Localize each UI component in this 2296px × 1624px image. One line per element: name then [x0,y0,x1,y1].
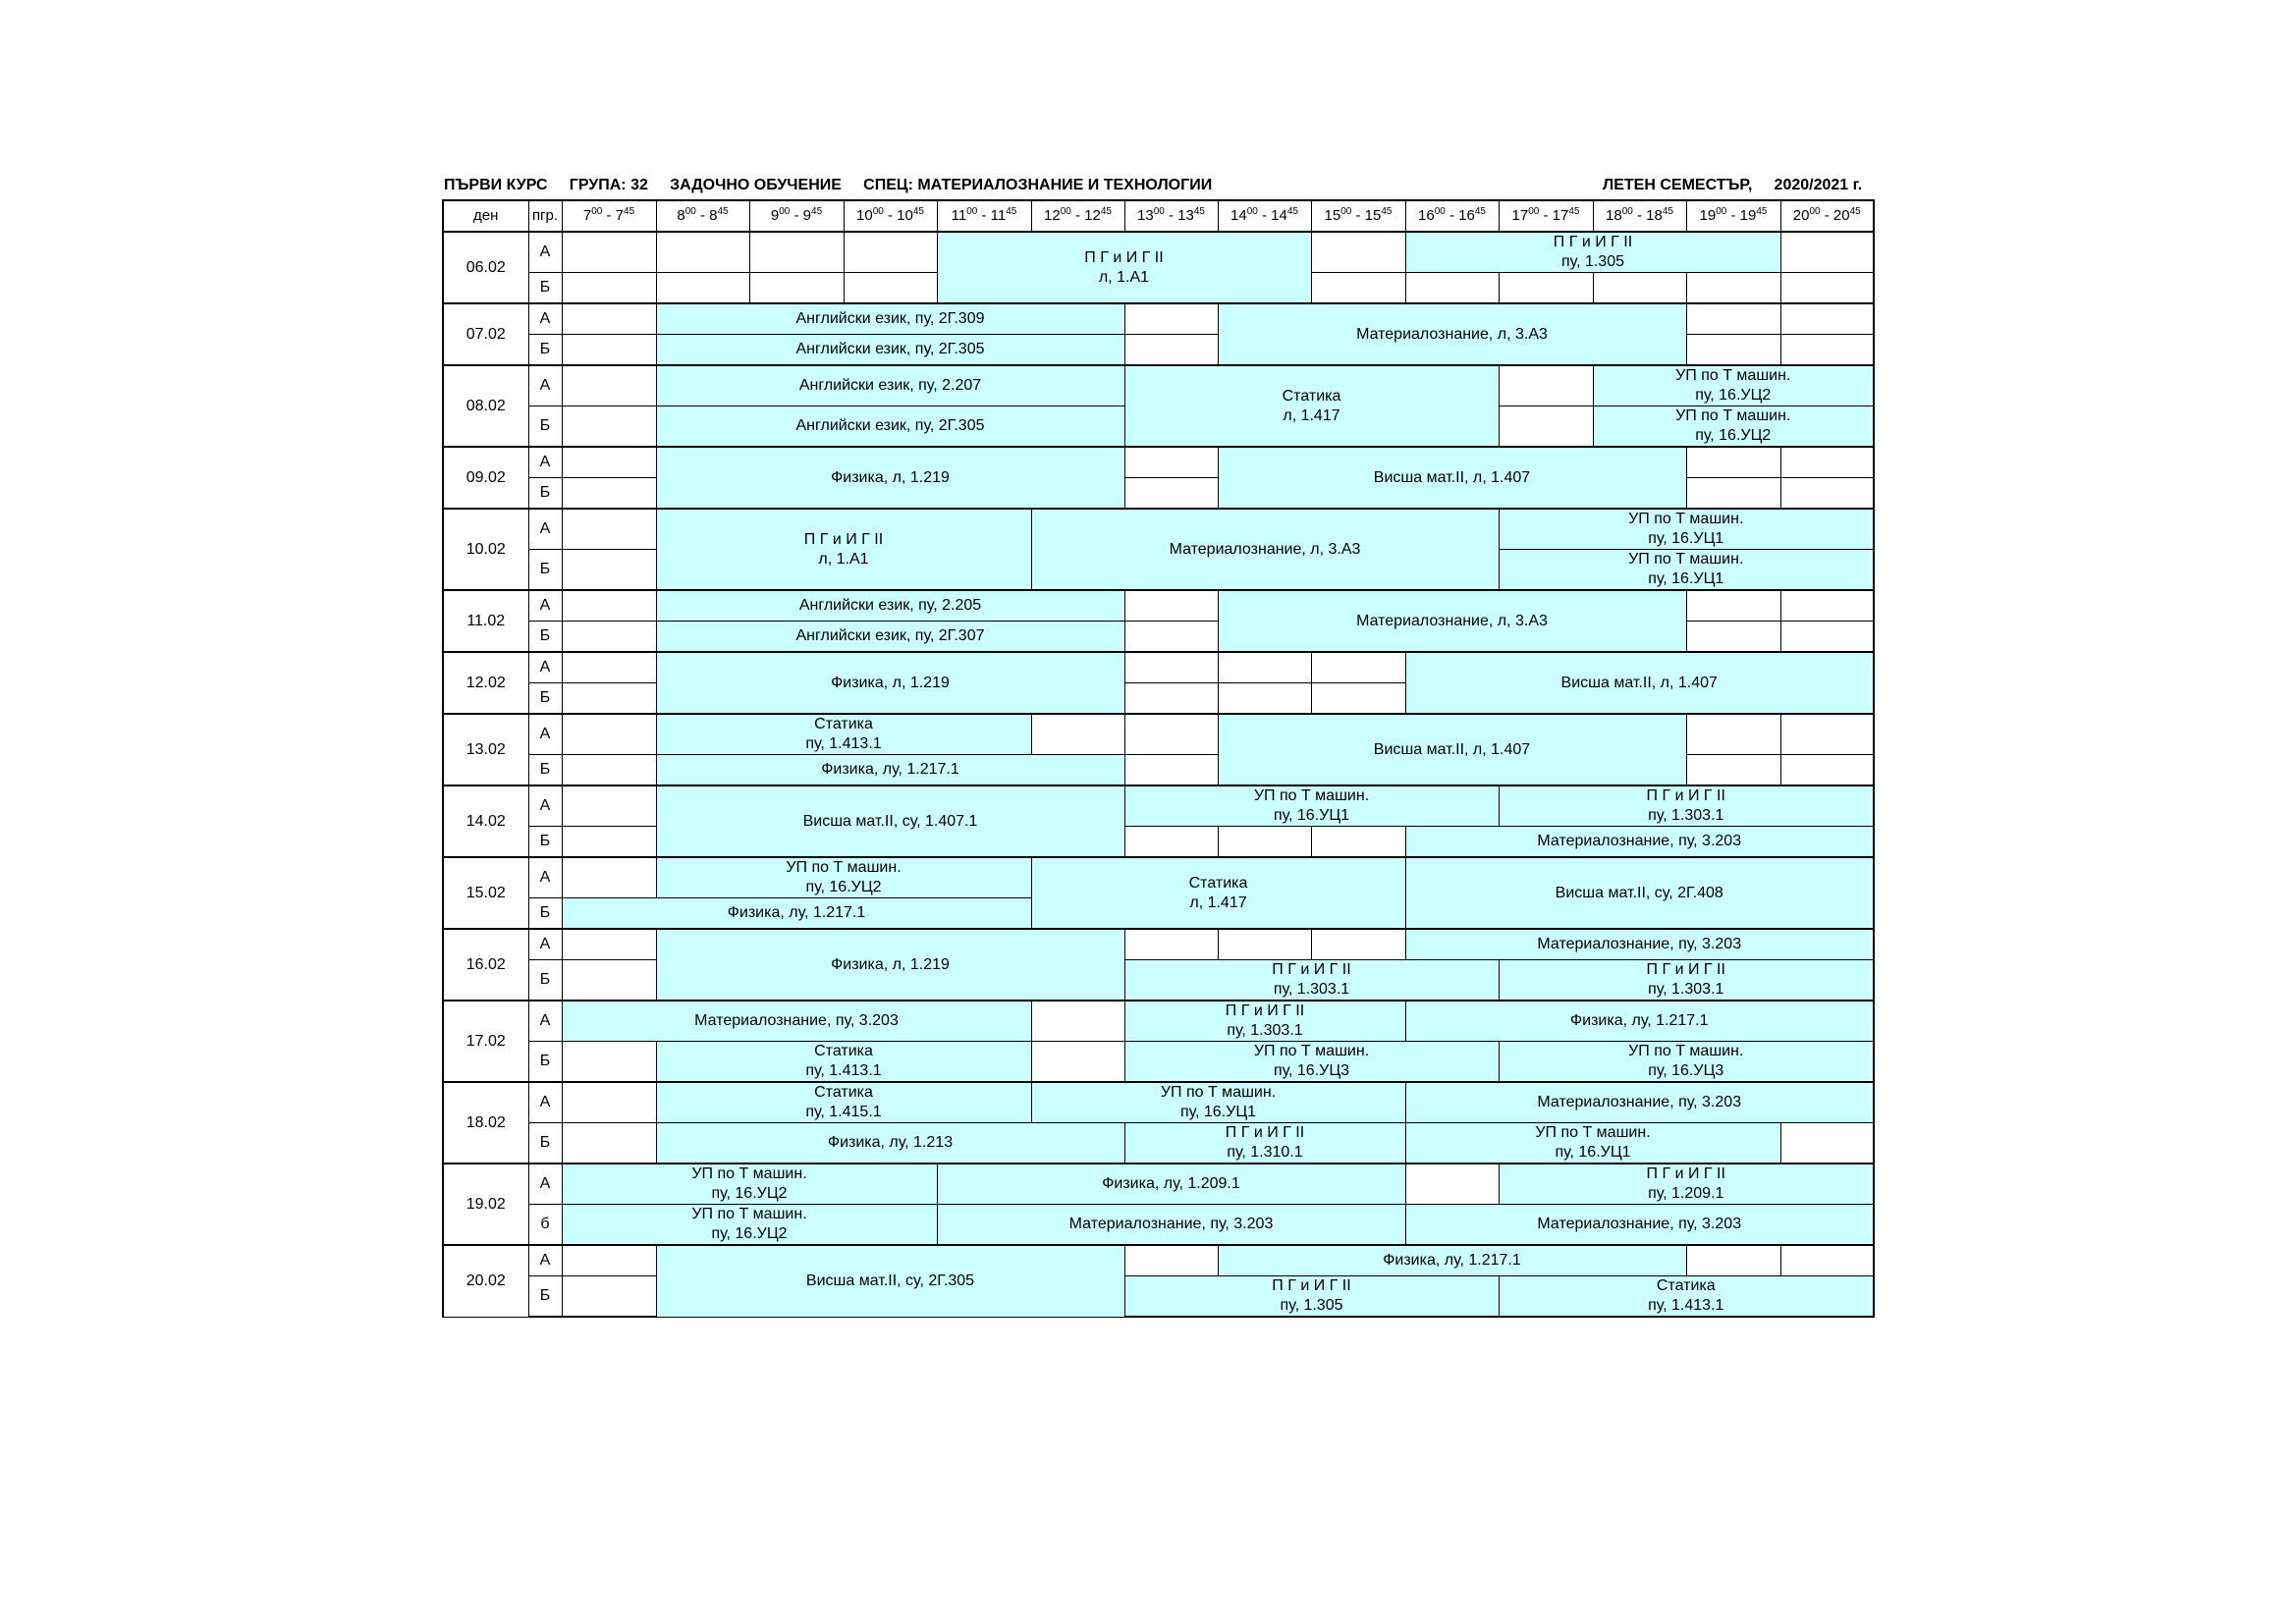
class-cell: Физика, лу, 1.213 [656,1123,1124,1164]
empty-slot-cell [562,1042,656,1083]
subgroup-cell: А [528,303,562,335]
class-cell: Статика пу, 1.415.1 [656,1082,1031,1123]
empty-slot-cell [1499,406,1593,448]
time-slot-header [1405,200,1499,232]
empty-slot-cell [1218,652,1311,683]
slot-end-minute: 45 [912,206,924,217]
subgroup-cell: А [528,714,562,755]
subgroup-cell: А [528,590,562,622]
empty-slot-cell [1124,447,1218,478]
slot-start-minute: 00 [684,206,696,217]
empty-slot-cell [1780,335,1874,366]
time-slot-header [1499,200,1593,232]
empty-slot-cell [562,509,656,550]
empty-slot-cell [562,335,656,366]
empty-slot-cell [562,550,656,591]
slot-end-minute: 45 [1100,206,1112,217]
day-cell: 11.02 [443,590,528,652]
slot-separator: - [977,207,991,224]
day-cell: 10.02 [443,509,528,590]
slot-end-hour: 11 [990,207,1007,224]
class-cell: П Г и И Г II л, 1.А1 [937,232,1311,303]
subgroup-cell: А [528,929,562,960]
class-cell: Статика л, 1.417 [1031,857,1405,929]
empty-slot-cell [562,1123,656,1164]
slot-separator: - [1351,207,1365,224]
class-cell: П Г и И Г II пу, 1.303.1 [1124,960,1499,1001]
slot-end-hour: 15 [1364,207,1382,224]
class-cell: УП по Т машин. пу, 16.УЦ3 [1124,1042,1499,1083]
class-cell: Статика пу, 1.413.1 [1499,1276,1874,1318]
slot-start-minute: 00 [1716,206,1727,217]
slot-end-minute: 45 [1006,206,1017,217]
day-cell: 14.02 [443,785,528,857]
slot-start-hour: 17 [1511,207,1529,224]
slot-end-minute: 45 [1193,206,1205,217]
schedule-row [443,590,1874,622]
empty-slot-cell [562,406,656,448]
slot-end-minute: 45 [1662,206,1673,217]
empty-slot-cell [656,273,749,304]
class-cell: Материалознание, пу, 3.203 [1405,1205,1874,1246]
class-cell: П Г и И Г II пу, 1.305 [1124,1276,1499,1318]
subgroup-cell: Б [528,335,562,366]
subgroup-cell: Б [528,550,562,591]
day-cell: 16.02 [443,929,528,1001]
empty-slot-cell [1686,273,1780,304]
slot-end-hour: 17 [1552,207,1569,224]
empty-slot-cell [1031,714,1124,755]
empty-slot-cell [1124,827,1218,858]
subgroup-cell: А [528,232,562,273]
class-cell: П Г и И Г II пу, 1.305 [1405,232,1780,273]
class-cell: Английски език, пу, 2.205 [656,590,1124,622]
slot-end-hour: 13 [1177,207,1194,224]
slot-end-minute: 45 [624,206,635,217]
empty-slot-cell [1031,1042,1124,1083]
class-cell: УП по Т машин. пу, 16.УЦ2 [562,1164,937,1205]
empty-slot-cell [1311,683,1405,715]
class-cell: П Г и И Г II пу, 1.209.1 [1499,1164,1874,1205]
time-slot-header [1218,200,1311,232]
empty-slot-cell [1124,929,1218,960]
slot-separator: - [1070,207,1085,224]
slot-separator: - [1164,207,1178,224]
empty-slot-cell [1780,622,1874,653]
class-cell: Английски език, пу, 2Г.305 [656,335,1124,366]
empty-slot-cell [1686,335,1780,366]
time-slot-header [749,200,844,232]
day-column-header: ден [443,200,528,232]
time-slot-header [1780,200,1874,232]
class-cell: УП по Т машин. пу, 16.УЦ2 [562,1205,937,1246]
subgroup-cell: А [528,1082,562,1123]
empty-slot-cell [562,232,656,273]
subgroup-cell: А [528,447,562,478]
subgroup-cell: А [528,365,562,406]
subgroup-cell: б [528,1205,562,1246]
slot-start-hour: 15 [1324,207,1341,224]
class-cell: УП по Т машин. пу, 16.УЦ3 [1499,1042,1874,1083]
slot-end-hour: 16 [1458,207,1475,224]
class-cell: Статика л, 1.417 [1124,365,1499,447]
empty-slot-cell [1311,827,1405,858]
empty-slot-cell [1686,447,1780,478]
time-slot-header [562,200,656,232]
empty-slot-cell [1311,232,1405,273]
empty-slot-cell [1124,622,1218,653]
slot-end-minute: 45 [1568,206,1580,217]
slot-start-hour: 7 [582,207,592,224]
slot-end-minute: 45 [717,206,729,217]
empty-slot-cell [1686,755,1780,786]
slot-start-hour: 12 [1044,207,1061,224]
slot-end-hour: 20 [1832,207,1850,224]
slot-start-hour: 9 [770,207,780,224]
empty-slot-cell [1218,683,1311,715]
time-slot-header [844,200,937,232]
empty-slot-cell [562,1245,656,1276]
empty-slot-cell [562,365,656,406]
empty-slot-cell [1686,303,1780,335]
class-cell: Физика, лу, 1.217.1 [562,898,1031,930]
schedule-row [443,365,1874,406]
empty-slot-cell [1311,929,1405,960]
slot-start-hour: 11 [951,207,967,224]
class-cell: Английски език, пу, 2.207 [656,365,1124,406]
empty-slot-cell [1218,929,1311,960]
class-cell: Материалознание, л, 3.А3 [1218,303,1686,365]
day-cell: 15.02 [443,857,528,929]
class-cell: Физика, лу, 1.217.1 [1218,1245,1686,1276]
slot-start-hour: 13 [1137,207,1154,224]
slot-separator: - [695,207,710,224]
empty-slot-cell [562,1082,656,1123]
slot-separator: - [1632,207,1647,224]
schedule-row [443,303,1874,335]
subgroup-cell: А [528,857,562,898]
schedule-row [443,232,1874,273]
slot-end-minute: 45 [1381,206,1393,217]
class-cell: Материалознание, пу, 3.203 [937,1205,1405,1246]
empty-slot-cell [1686,622,1780,653]
slot-start-minute: 00 [1621,206,1633,217]
empty-slot-cell [1686,590,1780,622]
class-cell: Физика, лу, 1.209.1 [937,1164,1405,1205]
class-cell: Материалознание, пу, 3.203 [562,1001,1031,1042]
slot-end-hour: 14 [1271,207,1287,224]
empty-slot-cell [1124,1245,1218,1276]
slot-start-hour: 10 [856,207,873,224]
day-cell: 09.02 [443,447,528,509]
time-slot-header [1311,200,1405,232]
subgroup-cell: Б [528,1123,562,1164]
class-cell: П Г и И Г II пу, 1.303.1 [1499,960,1874,1001]
day-cell: 17.02 [443,1001,528,1082]
empty-slot-cell [1124,303,1218,335]
class-cell: Висша мат.II, л, 1.407 [1405,652,1874,714]
empty-slot-cell [1686,714,1780,755]
class-cell: УП по Т машин. пу, 16.УЦ2 [656,857,1031,898]
class-cell: Висша мат.II, су, 2Г.408 [1405,857,1874,929]
slot-start-minute: 00 [1809,206,1821,217]
subgroup-cell: Б [528,622,562,653]
schedule-header-right: ЛЕТЕН СЕМЕСТЪР, 2020/2021 г. [1603,177,1863,193]
slot-end-hour: 12 [1084,207,1101,224]
subgroup-cell: А [528,1001,562,1042]
schedule-row [443,509,1874,550]
empty-slot-cell [562,857,656,898]
empty-slot-cell [1124,590,1218,622]
subgroup-cell: Б [528,827,562,858]
slot-end-hour: 10 [897,207,913,224]
empty-slot-cell [1686,478,1780,510]
class-cell: Висша мат.II, л, 1.407 [1218,447,1686,509]
subgroup-cell: Б [528,478,562,510]
slot-start-hour: 16 [1418,207,1435,224]
schedule-row [443,1042,1874,1083]
schedule-row [443,857,1874,898]
class-cell: Английски език, пу, 2Г.307 [656,622,1124,653]
slot-end-hour: 7 [615,207,625,224]
class-cell: Висша мат.II, су, 1.407.1 [656,785,1124,857]
time-slot-header [1593,200,1686,232]
day-cell: 13.02 [443,714,528,785]
empty-slot-cell [1405,273,1499,304]
class-cell: Материалознание, пу, 3.203 [1405,827,1874,858]
class-cell: П Г и И Г II пу, 1.303.1 [1499,785,1874,827]
empty-slot-cell [844,273,937,304]
slot-start-hour: 18 [1606,207,1622,224]
empty-slot-cell [562,652,656,683]
slot-separator: - [1539,207,1553,224]
empty-slot-cell [1780,232,1874,273]
slot-end-minute: 45 [1849,206,1861,217]
empty-slot-cell [562,785,656,827]
day-cell: 07.02 [443,303,528,365]
empty-slot-cell [562,303,656,335]
slot-separator: - [790,207,803,224]
slot-start-minute: 00 [779,206,791,217]
class-cell: Физика, лу, 1.217.1 [1405,1001,1874,1042]
empty-slot-cell [1780,303,1874,335]
empty-slot-cell [562,827,656,858]
class-cell: Висша мат.II, су, 2Г.305 [656,1245,1124,1317]
slot-start-minute: 00 [1153,206,1165,217]
empty-slot-cell [1311,273,1405,304]
slot-separator: - [883,207,898,224]
empty-slot-cell [1780,755,1874,786]
empty-slot-cell [562,683,656,715]
class-cell: Статика пу, 1.413.1 [656,714,1031,755]
subgroup-cell: А [528,785,562,827]
slot-end-hour: 9 [802,207,812,224]
day-cell: 06.02 [443,232,528,303]
slot-start-hour: 20 [1792,207,1810,224]
class-cell: Физика, лу, 1.217.1 [656,755,1124,786]
schedule-row [443,1164,1874,1205]
subgroup-cell: Б [528,406,562,448]
time-slot-header [1124,200,1218,232]
slot-end-hour: 18 [1646,207,1663,224]
class-cell: П Г и И Г II пу, 1.310.1 [1124,1123,1405,1164]
class-cell: УП по Т машин. пу, 16.УЦ1 [1124,785,1499,827]
empty-slot-cell [1780,447,1874,478]
empty-slot-cell [562,447,656,478]
empty-slot-cell [1124,652,1218,683]
empty-slot-cell [1311,652,1405,683]
subgroup-cell: Б [528,273,562,304]
class-cell: Физика, л, 1.219 [656,929,1124,1001]
day-cell: 18.02 [443,1082,528,1164]
slot-separator: - [1820,207,1833,224]
subgroup-cell: Б [528,1276,562,1318]
time-slot-header [937,200,1031,232]
class-cell: П Г и И Г II л, 1.А1 [656,509,1031,590]
empty-slot-cell [562,960,656,1001]
subgroup-cell: А [528,1245,562,1276]
slot-start-minute: 00 [872,206,884,217]
schedule-row [443,714,1874,755]
empty-slot-cell [1780,478,1874,510]
empty-slot-cell [656,232,749,273]
day-cell: 12.02 [443,652,528,714]
subgroup-column-header: пгр. [528,200,562,232]
time-slot-header [1686,200,1780,232]
class-cell: Материалознание, пу, 3.203 [1405,1082,1874,1123]
slot-end-hour: 19 [1739,207,1757,224]
empty-slot-cell [562,929,656,960]
empty-slot-cell [1593,273,1686,304]
class-cell: УП по Т машин. пу, 16.УЦ1 [1499,550,1874,591]
slot-end-hour: 8 [709,207,718,224]
empty-slot-cell [1499,273,1593,304]
slot-start-minute: 00 [1528,206,1540,217]
empty-slot-cell [1780,273,1874,304]
empty-slot-cell [1780,714,1874,755]
subgroup-cell: А [528,652,562,683]
empty-slot-cell [1780,590,1874,622]
slot-end-minute: 45 [811,206,823,217]
empty-slot-cell [1686,1245,1780,1276]
empty-slot-cell [1780,1123,1874,1164]
empty-slot-cell [1124,714,1218,755]
empty-slot-cell [562,478,656,510]
empty-slot-cell [562,714,656,755]
slot-start-minute: 00 [1060,206,1071,217]
empty-slot-cell [1124,478,1218,510]
schedule-header-left: ПЪРВИ КУРС ГРУПА: 32 ЗАДОЧНО ОБУЧЕНИЕ СПЕЦ: МАТЕРИАЛОЗНАНИЕ И ТЕХНОЛОГИИ [444,177,1213,193]
slot-start-hour: 19 [1699,207,1717,224]
schedule-table [442,199,1875,1318]
schedule-row [443,785,1874,827]
class-cell: УП по Т машин. пу, 16.УЦ1 [1499,509,1874,550]
empty-slot-cell [844,232,937,273]
class-cell: Физика, л, 1.219 [656,447,1124,509]
empty-slot-cell [1031,1001,1124,1042]
schedule-row [443,652,1874,683]
class-cell: Материалознание, л, 3.А3 [1031,509,1499,590]
day-cell: 19.02 [443,1164,528,1245]
slot-start-minute: 00 [1246,206,1258,217]
class-cell: Материалознание, пу, 3.203 [1405,929,1874,960]
empty-slot-cell [1780,1245,1874,1276]
slot-end-minute: 45 [1474,206,1486,217]
empty-slot-cell [1405,1164,1499,1205]
slot-start-hour: 14 [1230,207,1247,224]
empty-slot-cell [562,622,656,653]
day-cell: 08.02 [443,365,528,447]
schedule-row [443,1082,1874,1123]
slot-start-minute: 00 [966,206,978,217]
slot-end-minute: 45 [1756,206,1768,217]
class-cell: УП по Т машин. пу, 16.УЦ2 [1593,365,1874,406]
empty-slot-cell [562,1276,656,1318]
empty-slot-cell [1218,827,1311,858]
schedule-row [443,1205,1874,1246]
time-slot-header [656,200,749,232]
schedule-row [443,1123,1874,1164]
slot-end-minute: 45 [1286,206,1298,217]
empty-slot-cell [562,273,656,304]
empty-slot-cell [1124,335,1218,366]
subgroup-cell: Б [528,755,562,786]
day-cell: 20.02 [443,1245,528,1317]
slot-start-minute: 00 [1340,206,1352,217]
empty-slot-cell [1124,755,1218,786]
class-cell: Статика пу, 1.413.1 [656,1042,1031,1083]
empty-slot-cell [749,273,844,304]
slot-start-minute: 00 [591,206,603,217]
slot-separator: - [1726,207,1740,224]
time-slot-header [1031,200,1124,232]
subgroup-cell: Б [528,1042,562,1083]
class-cell: Физика, л, 1.219 [656,652,1124,714]
schedule-row [443,1245,1874,1276]
slot-separator: - [602,207,616,224]
empty-slot-cell [749,232,844,273]
empty-slot-cell [1499,365,1593,406]
subgroup-cell: А [528,509,562,550]
empty-slot-cell [1124,683,1218,715]
column-header-row [443,200,1874,232]
class-cell: Английски език, пу, 2Г.309 [656,303,1124,335]
slot-start-hour: 8 [677,207,685,224]
class-cell: УП по Т машин. пу, 16.УЦ1 [1031,1082,1405,1123]
class-cell: УП по Т машин. пу, 16.УЦ1 [1405,1123,1780,1164]
subgroup-cell: Б [528,683,562,715]
class-cell: П Г и И Г II пу, 1.303.1 [1124,1001,1405,1042]
empty-slot-cell [562,590,656,622]
schedule-row [443,1001,1874,1042]
empty-slot-cell [562,755,656,786]
schedule-row [443,929,1874,960]
slot-separator: - [1257,207,1272,224]
class-cell: Материалознание, л, 3.А3 [1218,590,1686,652]
subgroup-cell: А [528,1164,562,1205]
slot-start-minute: 00 [1434,206,1446,217]
slot-separator: - [1445,207,1459,224]
subgroup-cell: Б [528,960,562,1001]
schedule-row [443,447,1874,478]
class-cell: УП по Т машин. пу, 16.УЦ2 [1593,406,1874,448]
subgroup-cell: Б [528,898,562,930]
class-cell: Висша мат.II, л, 1.407 [1218,714,1686,785]
class-cell: Английски език, пу, 2Г.305 [656,406,1124,448]
